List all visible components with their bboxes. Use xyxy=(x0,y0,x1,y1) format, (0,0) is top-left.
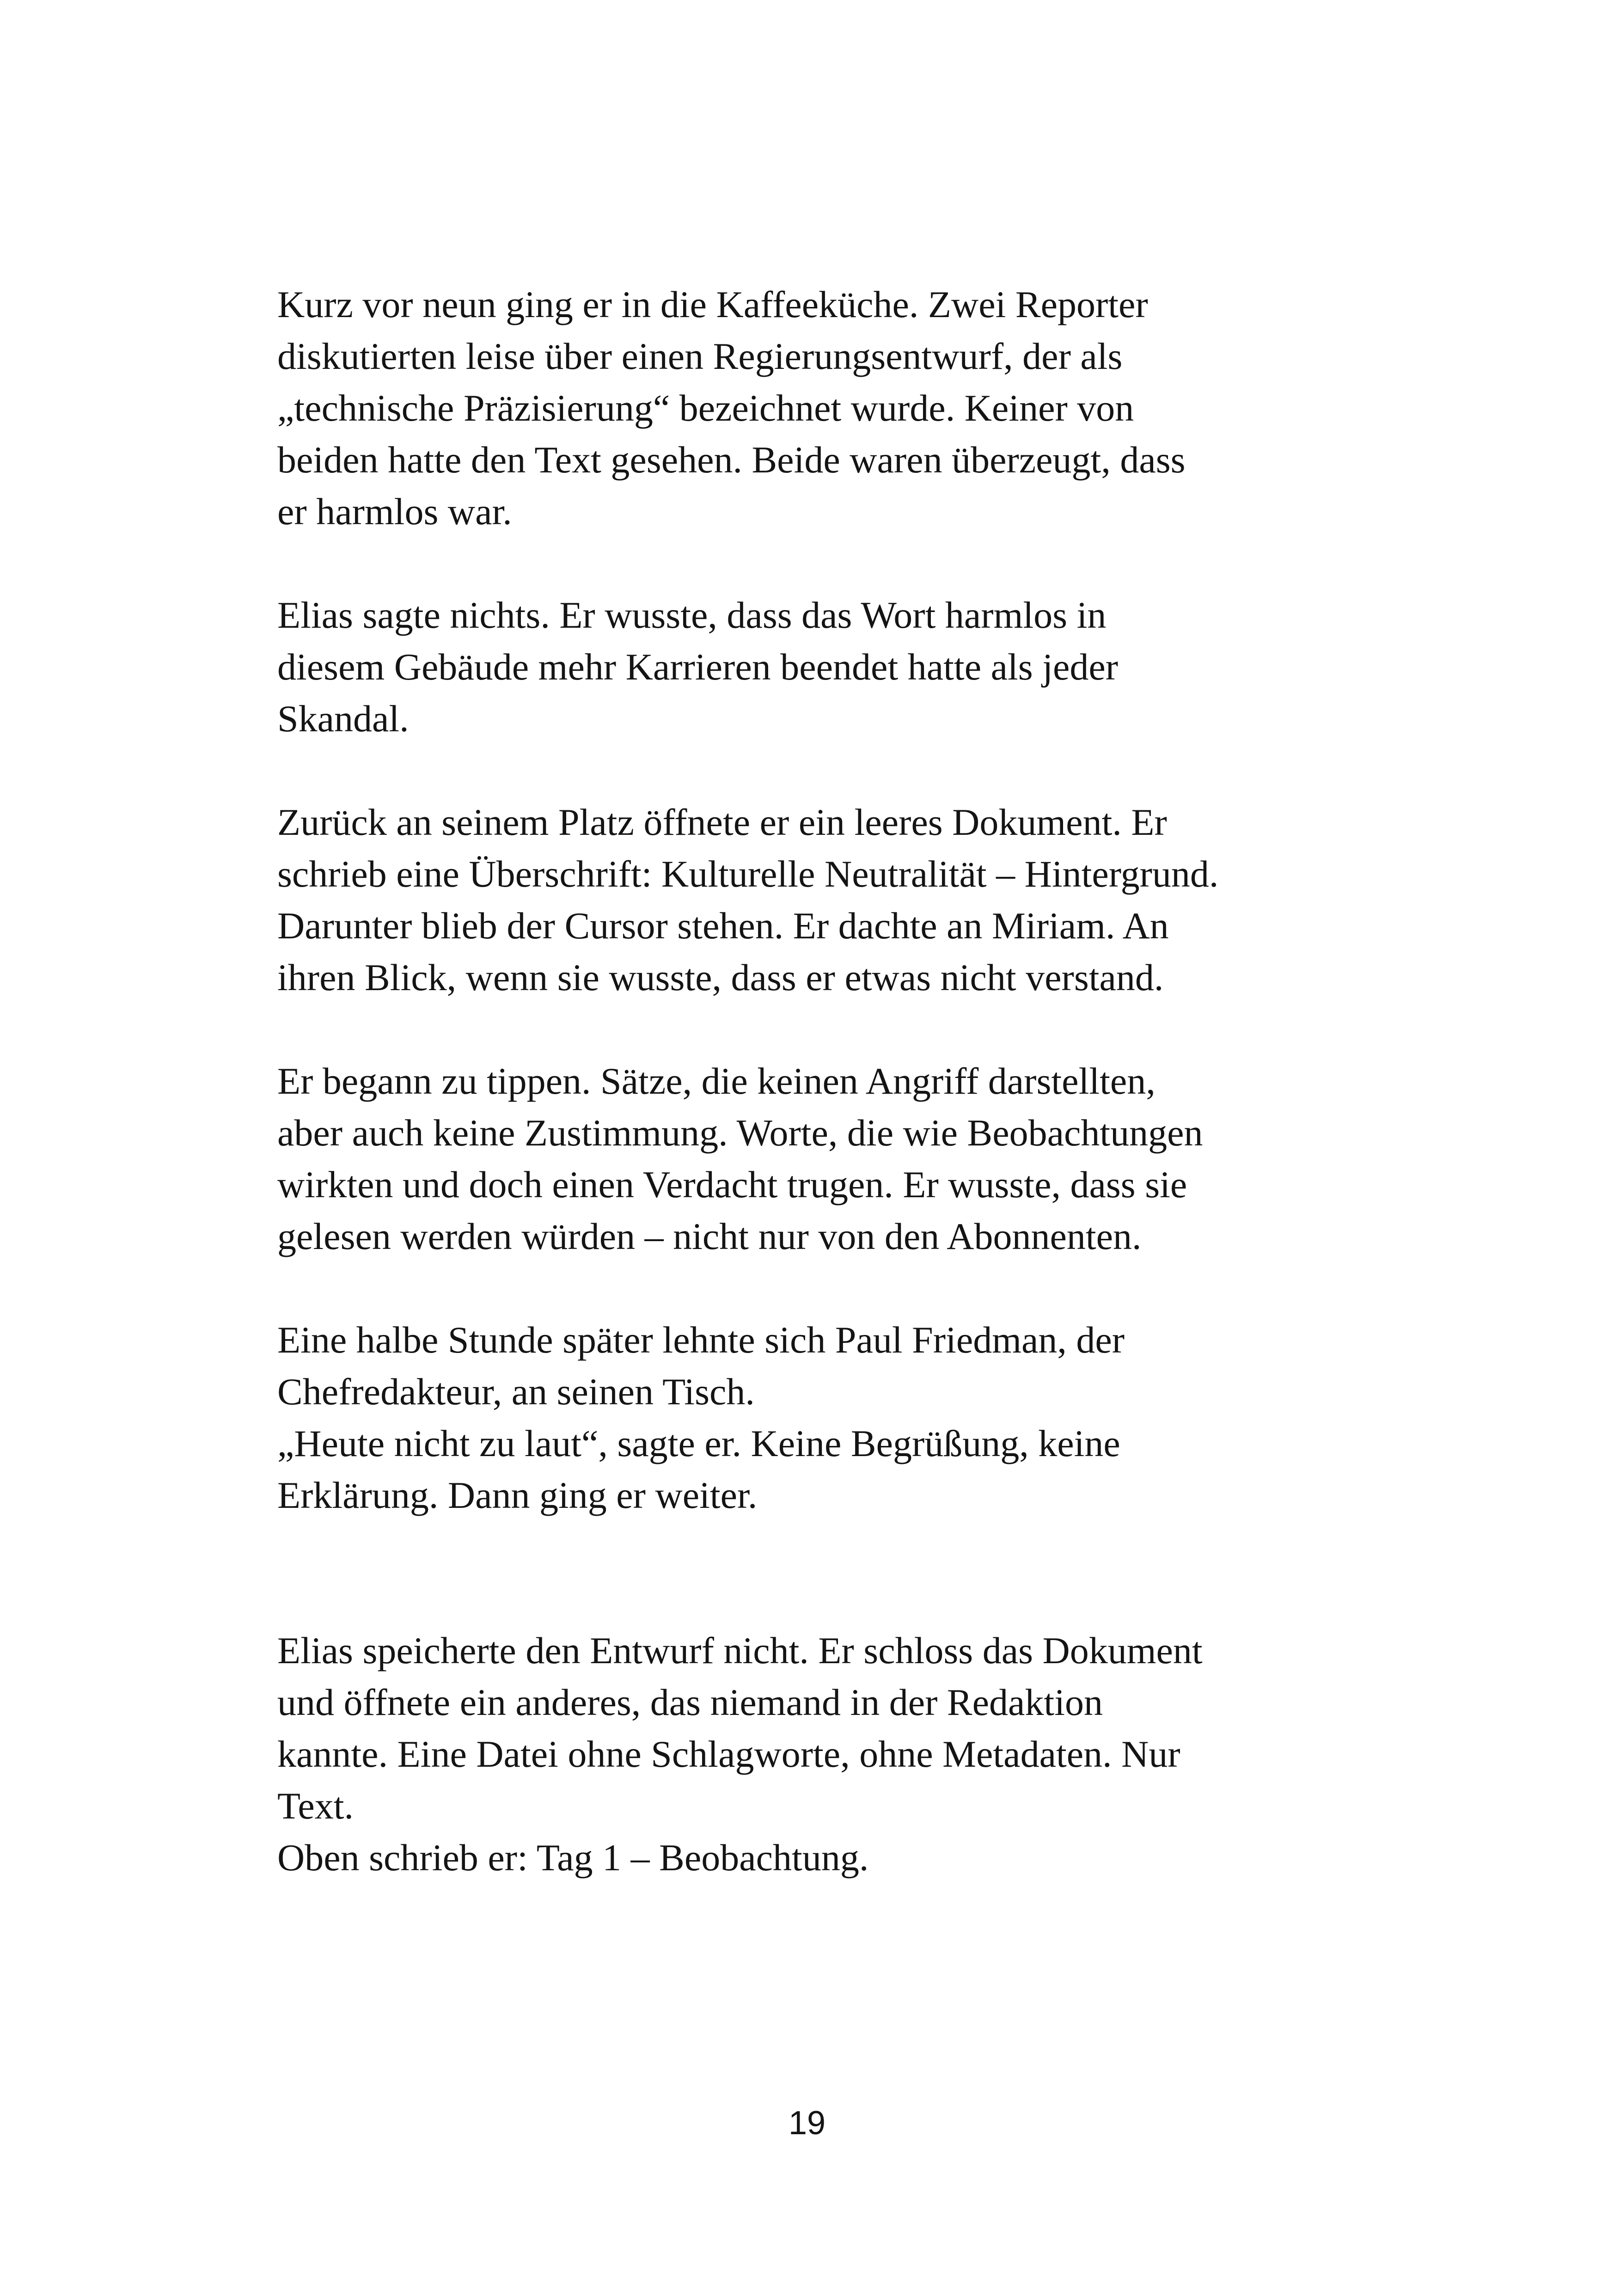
text-line: und öffnete ein anderes, das niemand in der Redaktion xyxy=(277,1681,1103,1723)
text-line: ihren Blick, wenn sie wusste, dass er etwas nicht verstand. xyxy=(277,956,1164,998)
text-line: „technische Präzisierung“ bezeichnet wurde. Keiner von xyxy=(277,387,1134,429)
paragraph-spacer xyxy=(277,1262,1410,1314)
text-line: Elias sagte nichts. Er wusste, dass das Wort harmlos in xyxy=(277,594,1107,636)
text-line: er harmlos war. xyxy=(277,490,512,533)
paragraph-spacer xyxy=(277,1004,1410,1055)
text-line: Text. xyxy=(277,1785,354,1827)
text-line: Zurück an seinem Platz öffnete er ein leeres Dokument. Er xyxy=(277,801,1167,843)
text-line: Eine halbe Stunde später lehnte sich Paul Friedman, der xyxy=(277,1319,1125,1361)
paragraph-6 xyxy=(277,1625,1410,1884)
paragraph-5 xyxy=(277,1314,1410,1521)
paragraph-spacer xyxy=(277,538,1410,589)
paragraph-spacer xyxy=(277,1521,1410,1625)
text-line: Erklärung. Dann ging er weiter. xyxy=(277,1474,758,1516)
paragraph-2 xyxy=(277,589,1410,745)
text-line: Darunter blieb der Cursor stehen. Er dachte an Miriam. An xyxy=(277,905,1169,947)
text-line: Er begann zu tippen. Sätze, die keinen Angriff darstellten, xyxy=(277,1060,1155,1102)
text-line: wirkten und doch einen Verdacht trugen. Er wusste, dass sie xyxy=(277,1163,1187,1206)
text-line: Oben schrieb er: Tag 1 – Beobachtung. xyxy=(277,1837,869,1879)
paragraph-4 xyxy=(277,1055,1410,1262)
text-line: Skandal. xyxy=(277,698,409,740)
text-line: beiden hatte den Text gesehen. Beide waren überzeugt, dass xyxy=(277,439,1186,481)
text-line: aber auch keine Zustimmung. Worte, die wie Beobachtungen xyxy=(277,1112,1203,1154)
text-line: Chefredakteur, an seinen Tisch. xyxy=(277,1371,755,1413)
text-line: gelesen werden würden – nicht nur von den Abonnenten. xyxy=(277,1215,1142,1257)
body-text xyxy=(277,279,1410,1884)
text-line: Kurz vor neun ging er in die Kaffeeküche. Zwei Reporter xyxy=(277,283,1148,325)
text-line: kannte. Eine Datei ohne Schlagworte, ohne Metadaten. Nur xyxy=(277,1733,1180,1775)
text-line: „Heute nicht zu laut“, sagte er. Keine Begrüßung, keine xyxy=(277,1422,1120,1464)
page-number: 19 xyxy=(788,2105,826,2142)
text-line: schrieb eine Überschrift: Kulturelle Neutralität – Hintergrund. xyxy=(277,853,1219,895)
paragraph-1 xyxy=(277,279,1410,538)
text-line: diskutierten leise über einen Regierungsentwurf, der als xyxy=(277,335,1123,377)
paragraph-3 xyxy=(277,796,1410,1004)
paragraph-spacer xyxy=(277,745,1410,796)
text-line: Elias speicherte den Entwurf nicht. Er schloss das Dokument xyxy=(277,1629,1203,1671)
text-line: diesem Gebäude mehr Karrieren beendet hatte als jeder xyxy=(277,646,1119,688)
